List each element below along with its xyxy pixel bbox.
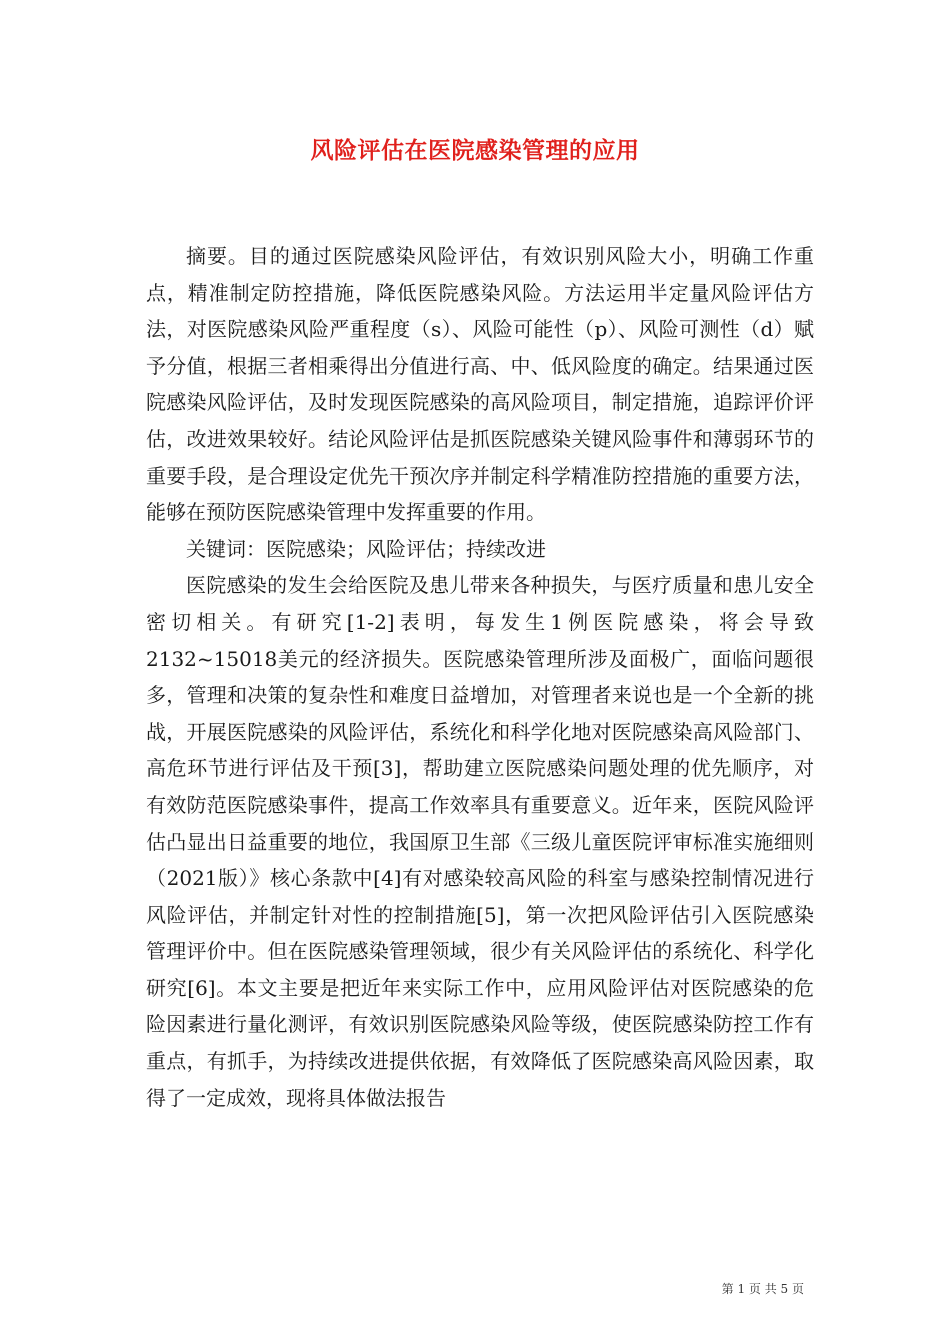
page-number: 第 1 页 共 5 页: [721, 1282, 804, 1296]
document-title: 风险评估在医院感染管理的应用: [310, 137, 640, 164]
abstract-paragraph: 摘要。目的通过医院感染风险评估，有效识别风险大小，明确工作重点，精准制定防控措施，降低医院感染风险。方法运用半定量风险评估方法，对医院感染风险严重程度（s）、风险可能性（p）、风险可测性（d）赋予分值，根据三者相乘得出分值进行高、中、低风险度的确定。结果通过医院感染风险评估，及时发现医院感染的高风险项目，制定措施，追踪评价评估，改进效果较好。结论风险评估是抓医院感染关键风险事件和薄弱环节的重要手段，是合理设定优先干预次序并制定科学精准防控措施的重要方法，能够在预防医院感染管理中发挥重要的作用。: [146, 244, 814, 525]
intro-paragraph: 医院感染的发生会给医院及患儿带来各种损失，与医疗质量和患儿安全密切相关。有研究[1-2]表明，每发生1例医院感染，将会导致2132~15018美元的经济损失。医院感染管理所涉及面极广，面临问题很多，管理和决策的复杂性和难度日益增加，对管理者来说也是一个全新的挑战，开展医院感染的风险评估，系统化和科学化地对医院感染高风险部门、高危环节进行评估及干预[3]，帮助建立医院感染问题处理的优先顺序，对有效防范医院感染事件，提高工作效率具有重要意义。近年来，医院风险评估凸显出日益重要的地位，我国原卫生部《三级儿童医院评审标准实施细则（2021版）》核心条款中[4]有对感染较高风险的科室与感染控制情况进行风险评估，并制定针对性的控制措施[5]，第一次把风险评估引入医院感染管理评价中。但在医院感染管理领域，很少有关风险评估的系统化、科学化研究[6]。本文主要是把近年来实际工作中，应用风险评估对医院感染的危险因素进行量化测评，有效识别医院感染风险等级，使医院感染防控工作有重点，有抓手，为持续改进提供依据，有效降低了医院感染高风险因素，取得了一定成效，现将具体做法报告: [146, 573, 814, 1110]
document-body: [146, 238, 814, 1116]
keywords-paragraph: 关键词：医院感染；风险评估；持续改进: [186, 536, 546, 561]
